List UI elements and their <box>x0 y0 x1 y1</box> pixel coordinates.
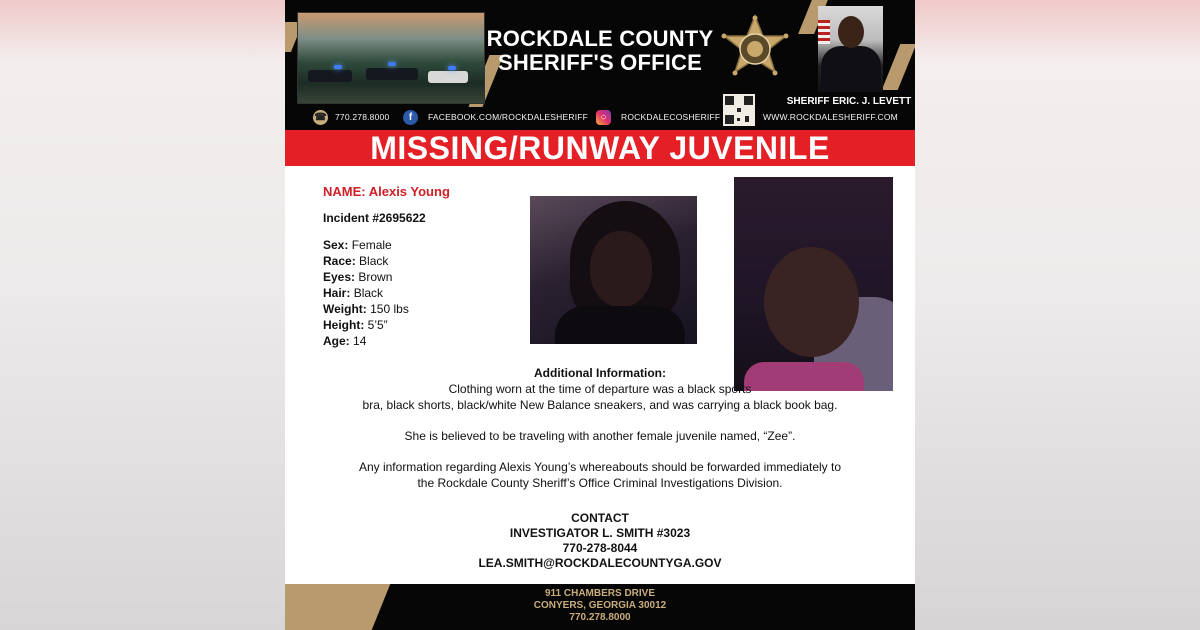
missing-banner: MISSING/RUNWAY JUVENILE <box>285 130 915 166</box>
patrol-car <box>428 71 468 83</box>
additional-line-5: the Rockdale County Sheriff’s Office Criminal Investigations Division. <box>417 476 783 490</box>
facebook-icon: f <box>403 110 418 125</box>
patrol-car <box>308 70 352 82</box>
siren-light <box>388 62 396 66</box>
header-website: WWW.ROCKDALESHERIFF.COM <box>763 112 898 122</box>
fact-race: Race: Black <box>323 254 389 268</box>
flyer-header <box>285 0 915 130</box>
siren-light <box>334 65 342 69</box>
sheriff-office-title <box>483 27 717 75</box>
background-blur-left <box>0 0 285 630</box>
footer-address-2: CONYERS, GEORGIA 30012 <box>533 600 667 611</box>
additional-line-1: Clothing worn at the time of departure was a black sports <box>448 382 752 396</box>
additional-line-3: She is believed to be traveling with another female juvenile named, “Zee”. <box>404 429 796 443</box>
qr-code <box>723 94 755 126</box>
fact-sex: Sex: Female <box>323 238 392 252</box>
contact-investigator: INVESTIGATOR L. SMITH #3023 <box>509 526 691 540</box>
sheriff-star-badge-icon <box>720 14 790 86</box>
portrait-head <box>838 16 864 48</box>
person-name: NAME: Alexis Young <box>323 184 450 199</box>
additional-line-2: bra, black shorts, black/white New Balance sneakers, and was carrying a black book bag. <box>362 398 838 412</box>
fact-height: Height: 5’5” <box>323 318 388 332</box>
contact-heading: CONTACT <box>571 511 629 525</box>
instagram-icon: ○ <box>596 110 611 125</box>
office-line-2: SHERIFF'S OFFICE <box>498 50 702 75</box>
missing-person-flyer <box>285 0 915 630</box>
fact-eyes: Eyes: Brown <box>323 270 393 284</box>
missing-person-photo-2 <box>734 177 893 391</box>
contact-block <box>285 511 915 571</box>
gold-stripe <box>882 44 915 90</box>
header-facebook: FACEBOOK.COM/ROCKDALESHERIFF <box>428 112 589 122</box>
fact-weight: Weight: 150 lbs <box>323 302 409 316</box>
sheriff-portrait <box>818 6 883 92</box>
photo-shirt <box>555 306 685 344</box>
sheriff-name: SHERIFF ERIC. J. LEVETT <box>786 96 912 107</box>
photo-face <box>764 247 859 357</box>
footer-phone: 770.278.8000 <box>569 612 631 623</box>
patrol-car <box>366 68 418 80</box>
fact-hair: Hair: Black <box>323 286 384 300</box>
office-line-1: ROCKDALE COUNTY <box>486 26 714 51</box>
flyer-footer <box>285 584 915 630</box>
header-phone: 770.278.8000 <box>335 112 390 122</box>
header-instagram: ROCKDALECOSHERIFF <box>621 112 721 122</box>
footer-address <box>285 588 915 624</box>
contact-phone: 770-278-8044 <box>562 541 638 555</box>
missing-person-photo-1 <box>530 196 697 344</box>
additional-line-4: Any information regarding Alexis Young’s whereabouts should be forwarded immediately to <box>358 460 842 474</box>
background-blur-right <box>915 0 1200 630</box>
fact-age: Age: 14 <box>323 334 367 348</box>
contact-email[interactable]: LEA.SMITH@ROCKDALECOUNTYGA.GOV <box>478 556 722 570</box>
photo-face <box>590 231 652 307</box>
incident-number: Incident #2695622 <box>323 211 426 225</box>
footer-address-1: 911 CHAMBERS DRIVE <box>544 588 656 599</box>
flag <box>818 20 830 44</box>
uniform <box>821 46 881 92</box>
person-details <box>323 184 543 349</box>
additional-heading: Additional Information: <box>534 366 666 380</box>
additional-information <box>285 365 915 491</box>
siren-light <box>448 66 456 70</box>
patrol-cars-photo <box>297 12 485 104</box>
phone-icon: ☎ <box>314 112 327 123</box>
